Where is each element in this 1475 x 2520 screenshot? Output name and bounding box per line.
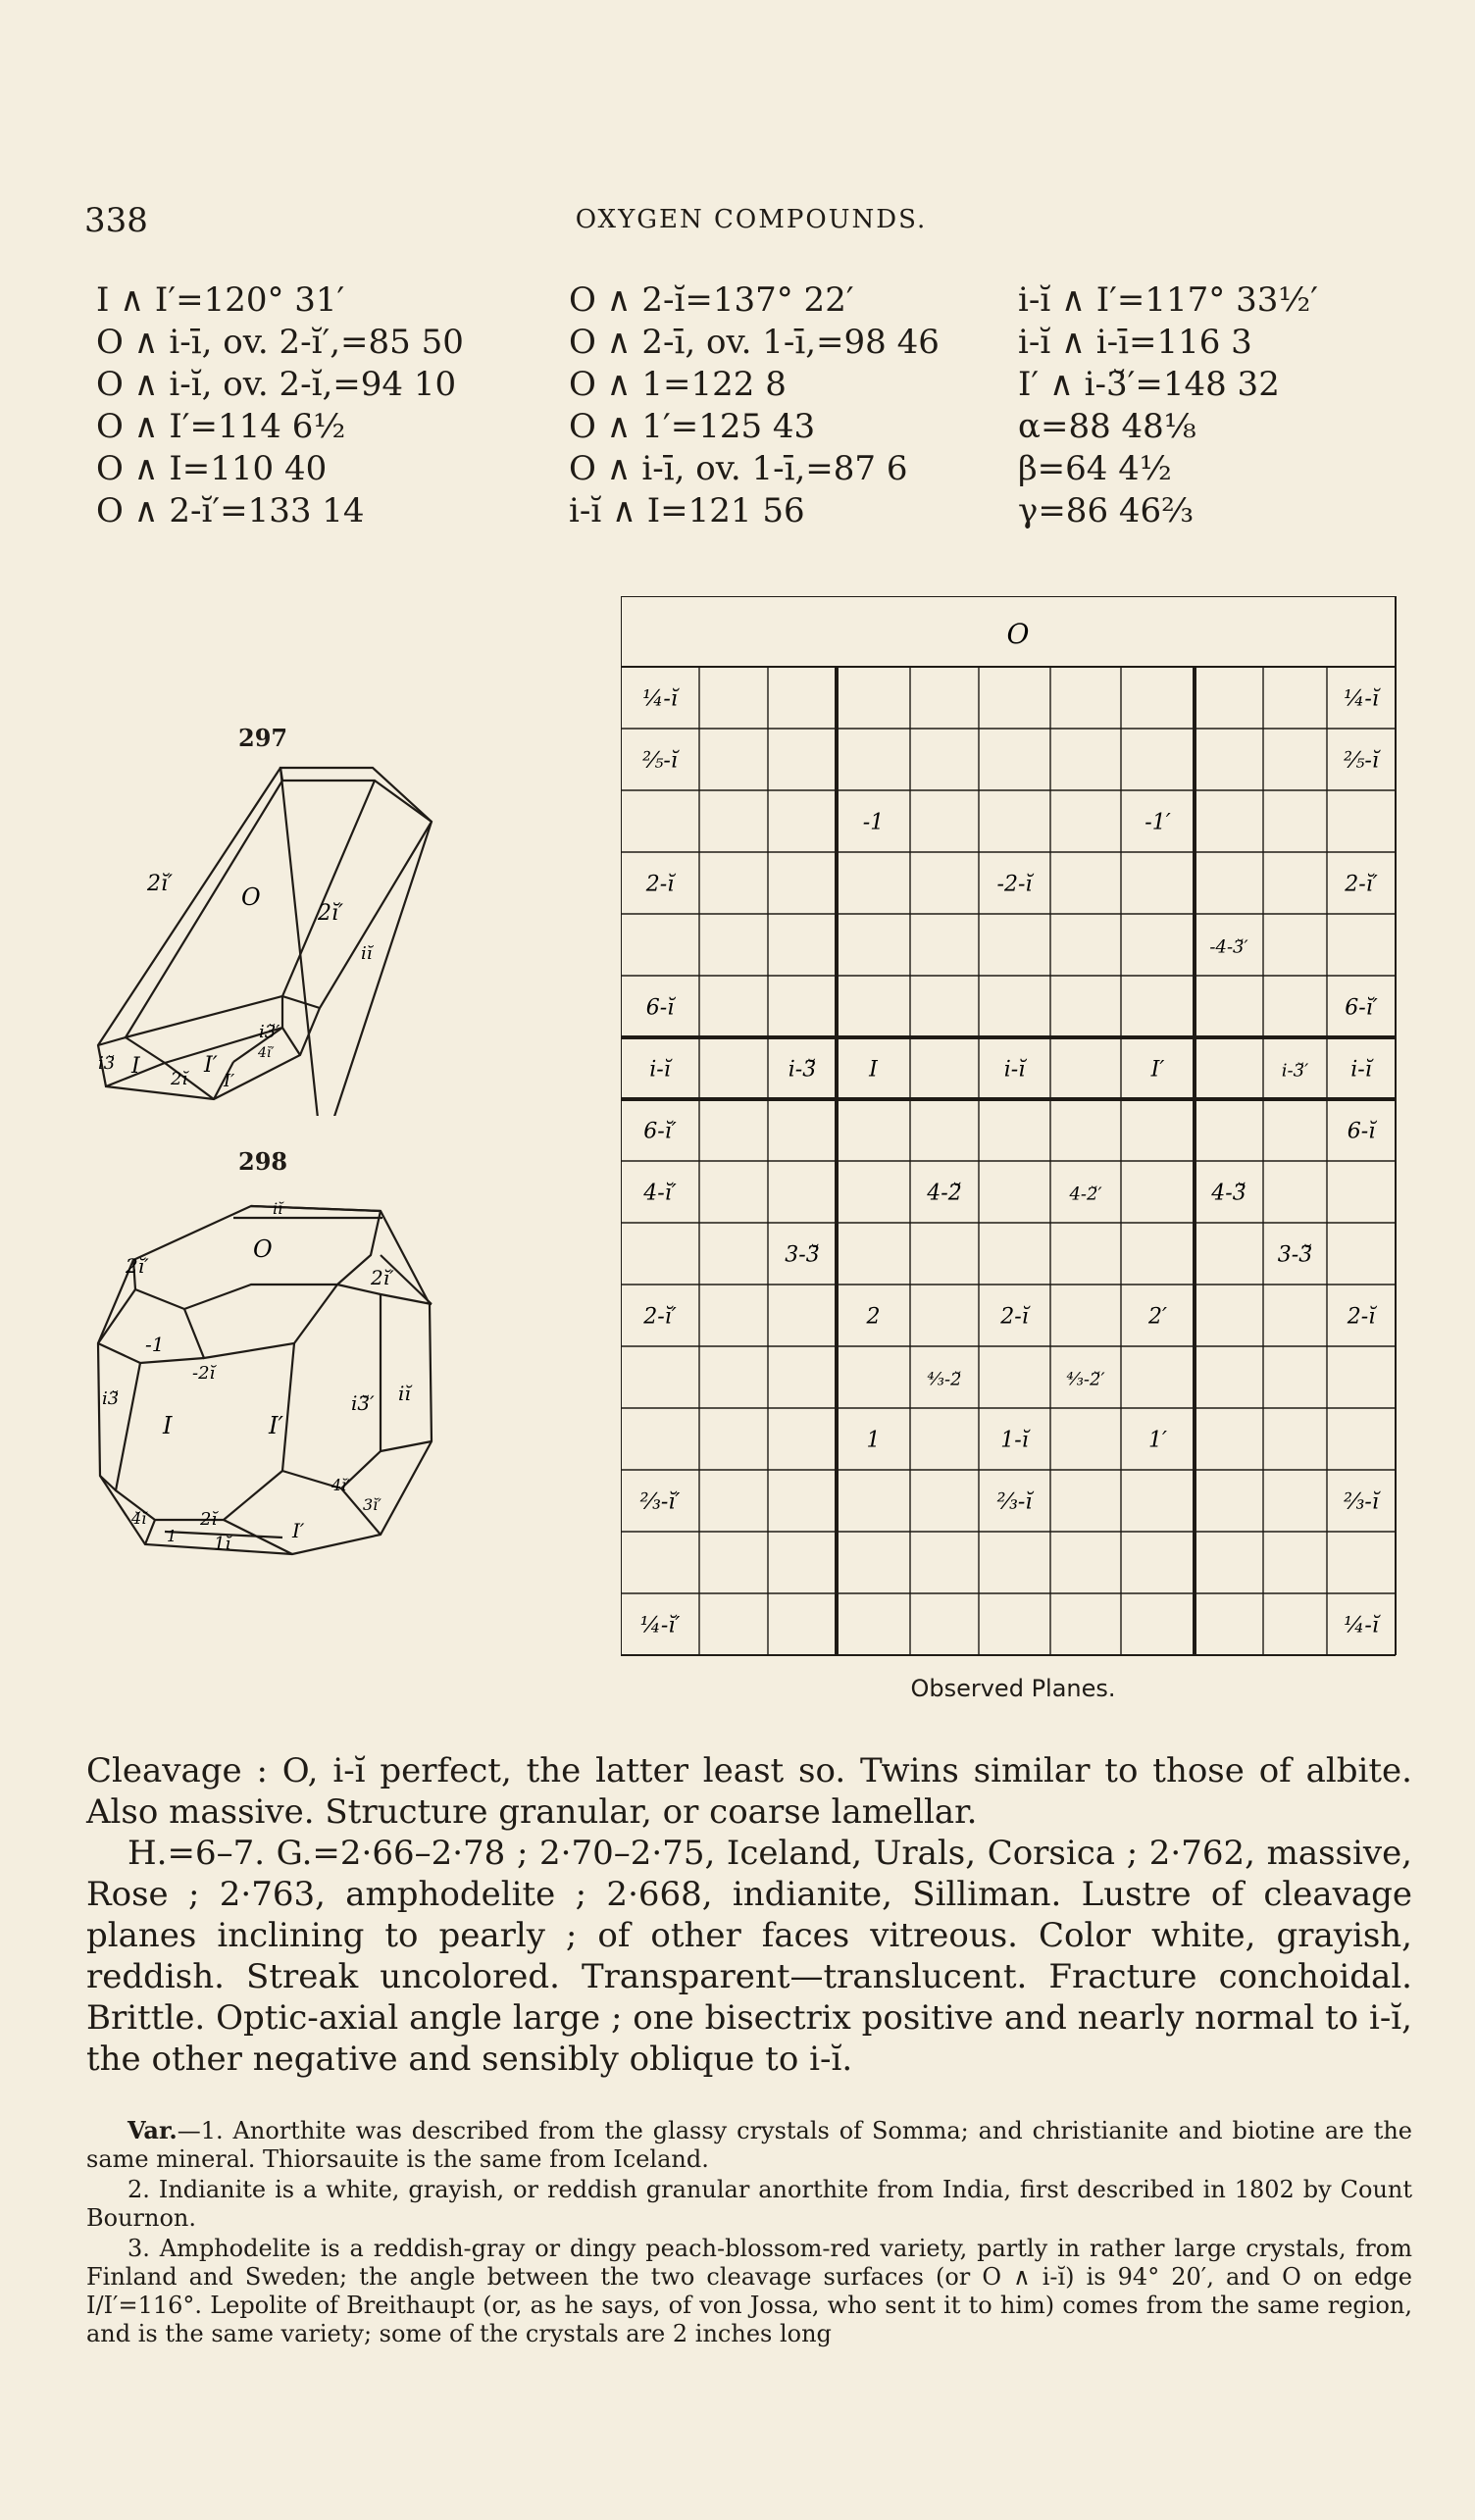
table-cell: 3-3̆ bbox=[785, 1242, 820, 1268]
variety-note: 3. Amphodelite is a reddish-gray or dingy peach-blossom-red variety, partly in rather large crystals, from Finland and Sweden; the angle between the two cleavage surfaces (or O ∧ i-ĭ) is 94° 20′, and O on edge I/I′=116°. Lepolite of Breithaupt (or, as he says, of von Jossa, who sent it to him) comes from the same region, and is the same variety; some of the crystals are 2 inches long bbox=[86, 2235, 1412, 2347]
figure-number: 297 bbox=[238, 724, 288, 752]
table-cell: 1′ bbox=[1148, 1428, 1167, 1453]
angle-line: O ∧ i-ī, ov. 1-ī,=87 6 bbox=[569, 449, 908, 488]
face-label: 4̆ĭ bbox=[131, 1509, 147, 1528]
face-label: i3̆ bbox=[98, 1053, 116, 1074]
properties-paragraph: H.=6–7. G.=2·66–2·78 ; 2·70–2·75, Iceland, Urals, Corsica ; 2·762, massive, Rose ; 2·763, amphodelite ; 2·668, indianite, Silliman. Lustre of cleavage planes inclining to pearly ; of other faces vitreous. Color white, grayish, reddish. Streak uncolored. Transparent—translucent. Fracture conchoidal. Brittle. Optic-axial angle large ; one bisectrix positive and nearly normal to i-ĭ, the other negative and sensibly oblique to i-ĭ. bbox=[86, 1834, 1412, 2079]
observed-planes-grid bbox=[621, 596, 1405, 1665]
table-cell: ⅔-ĭ′ bbox=[639, 1489, 681, 1515]
table-cell: 4-3̆ bbox=[1211, 1181, 1246, 1206]
face-label: 3ĭ′ bbox=[363, 1495, 381, 1514]
table-cell: i-ĭ bbox=[649, 1057, 671, 1083]
face-label: 2ĭ bbox=[200, 1509, 218, 1530]
angle-line: i-ĭ ∧ i-ī=116 3 bbox=[1018, 323, 1252, 362]
table-header: O bbox=[1006, 618, 1030, 650]
table-cell: 2-ĭ′ bbox=[643, 1304, 677, 1330]
varieties-notes bbox=[86, 2116, 1412, 2350]
table-cell: ⁴⁄₃-2̆ bbox=[927, 1369, 962, 1390]
variety-note-text: —1. Anorthite was described from the glassy crystals of Somma; and christianite and biotine are the same mineral. Thiorsauite is the same from Iceland. bbox=[86, 2117, 1412, 2173]
angle-line: β=64 4½ bbox=[1018, 449, 1172, 488]
crystal-diagram-298 bbox=[86, 1147, 439, 1579]
table-cell: 6-ĭ bbox=[1347, 1119, 1376, 1144]
face-label: i3̆′ bbox=[259, 1022, 280, 1042]
table-cell: ¼-ĭ′ bbox=[639, 1613, 681, 1638]
table-cell: ¼-ĭ bbox=[1344, 1613, 1379, 1638]
table-cell: 2-ĭ bbox=[1347, 1304, 1376, 1330]
angle-line: I′ ∧ i-3̆′=148 32 bbox=[1018, 365, 1280, 404]
face-label: i3̆′ bbox=[351, 1391, 375, 1415]
var-label: Var. bbox=[127, 2116, 178, 2144]
table-cell: -2-ĭ bbox=[996, 872, 1033, 897]
face-label: -2ĭ bbox=[192, 1363, 216, 1384]
figure-297 bbox=[86, 724, 439, 1116]
table-cell: 4-ĭ′ bbox=[643, 1181, 677, 1206]
table-cell: ¼-ĭ bbox=[642, 686, 678, 712]
table-cell: i-3̆ bbox=[788, 1057, 817, 1083]
angle-line: O ∧ I=110 40 bbox=[96, 449, 328, 488]
table-cell: 3-3̆ bbox=[1277, 1242, 1313, 1268]
table-cell: -4-3̆′ bbox=[1209, 936, 1248, 958]
table-cell: 2 bbox=[866, 1304, 881, 1330]
table-cell: -1′ bbox=[1144, 810, 1171, 835]
table-cell: 2′ bbox=[1148, 1304, 1167, 1330]
face-label: 2ĭ′ bbox=[126, 1254, 149, 1278]
face-label: 1 bbox=[167, 1527, 178, 1545]
table-cell: 6-ĭ′ bbox=[643, 1119, 677, 1144]
face-label: 2ĭ bbox=[171, 1069, 188, 1089]
figure-298 bbox=[86, 1147, 439, 1579]
face-label: O bbox=[241, 883, 261, 911]
face-label: I′ bbox=[269, 1412, 283, 1439]
table-caption: Observed Planes. bbox=[910, 1675, 1116, 1702]
face-label: 2ĭ′ bbox=[147, 872, 174, 896]
angle-line: i-ĭ ∧ I′=117° 33½′ bbox=[1018, 280, 1319, 320]
angle-column-2 bbox=[569, 279, 940, 532]
table-cell: 1 bbox=[866, 1428, 881, 1453]
table-cell: ⅖-ĭ bbox=[1344, 748, 1379, 774]
table-cell: 4-2̆′ bbox=[1069, 1184, 1102, 1205]
cleavage-paragraph: Cleavage : O, i-ĭ perfect, the latter least so. Twins similar to those of albite. Also massive. Structure granular, or coarse lamellar. bbox=[86, 1751, 1412, 1832]
table-cell: i-ĭ bbox=[1350, 1057, 1372, 1083]
page-number: 338 bbox=[84, 201, 148, 240]
angle-line: I ∧ I′=120° 31′ bbox=[96, 280, 345, 320]
table-cell: 2-ĭ bbox=[645, 872, 675, 897]
angle-column-1 bbox=[96, 279, 464, 532]
face-label: iĭ bbox=[273, 1199, 283, 1218]
table-cell: i-3̆′ bbox=[1281, 1060, 1309, 1082]
table-cell: ⅔-ĭ bbox=[1344, 1489, 1379, 1515]
angle-column-3 bbox=[1018, 279, 1318, 532]
table-cell: 2-ĭ bbox=[1000, 1304, 1029, 1330]
angle-line: O ∧ i-ī, ov. 2-ĭ′,=85 50 bbox=[96, 323, 464, 362]
face-label: iĭ bbox=[361, 943, 373, 964]
face-label: i3̆ bbox=[102, 1388, 120, 1409]
face-label: 4ĭ′ bbox=[258, 1045, 275, 1061]
table-cell: 6-ĭ′ bbox=[1345, 995, 1378, 1021]
face-label: 1ĭ bbox=[214, 1534, 231, 1554]
table-cell: I bbox=[869, 1057, 878, 1083]
face-label: I′ bbox=[224, 1071, 235, 1091]
angle-line: O ∧ 2-ĭ=137° 22′ bbox=[569, 280, 854, 320]
observed-planes-table bbox=[621, 596, 1405, 1665]
table-cell: I′ bbox=[1150, 1057, 1165, 1083]
angle-measurements bbox=[96, 279, 1371, 544]
face-label: 2ĭ′ bbox=[371, 1266, 394, 1289]
page-header bbox=[84, 201, 1418, 240]
table-cell: ¼-ĭ bbox=[1344, 686, 1379, 712]
face-label: O bbox=[253, 1235, 273, 1263]
table-cell: i-ĭ bbox=[1003, 1057, 1026, 1083]
angle-line: O ∧ 2-ĭ′=133 14 bbox=[96, 491, 365, 530]
mineral-description bbox=[86, 1750, 1412, 2080]
angle-line: γ=86 46⅔ bbox=[1018, 491, 1195, 530]
variety-note: 2. Indianite is a white, grayish, or reddish granular anorthite from India, first described in 1802 by Count Bournon. bbox=[86, 2176, 1412, 2232]
face-label: -1 bbox=[145, 1333, 165, 1356]
table-cell: ⅔-ĭ bbox=[996, 1489, 1033, 1515]
table-cell: ⁴⁄₃-2̆′ bbox=[1066, 1369, 1105, 1390]
table-cell: ⅖-ĭ bbox=[642, 748, 678, 774]
face-label: I′ bbox=[204, 1053, 218, 1078]
angle-line: i-ĭ ∧ I=121 56 bbox=[569, 491, 805, 530]
crystal-diagram-297 bbox=[86, 724, 439, 1116]
face-label: 4ĭ′ bbox=[331, 1476, 350, 1494]
angle-line: O ∧ i-ĭ, ov. 2-ĭ,=94 10 bbox=[96, 365, 457, 404]
angle-line: α=88 48⅛ bbox=[1018, 407, 1196, 446]
angle-line: O ∧ I′=114 6½ bbox=[96, 407, 346, 446]
table-cell: 2-ĭ′ bbox=[1345, 872, 1378, 897]
table-cell: -1 bbox=[862, 810, 885, 835]
table-cell: 1-ĭ bbox=[1000, 1428, 1029, 1453]
angle-line: O ∧ 2-ī, ov. 1-ī,=98 46 bbox=[569, 323, 940, 362]
face-label: I bbox=[163, 1412, 173, 1439]
face-label: I bbox=[131, 1054, 140, 1079]
table-cell: 6-ĭ bbox=[645, 995, 675, 1021]
variety-note bbox=[86, 2116, 1412, 2174]
face-label: 2ĭ′ bbox=[318, 901, 344, 926]
face-label: iĭ bbox=[398, 1382, 411, 1405]
running-head: OXYGEN COMPOUNDS. bbox=[575, 205, 928, 234]
table-cell: 4-2̆ bbox=[927, 1181, 962, 1206]
angle-line: O ∧ 1=122 8 bbox=[569, 365, 787, 404]
face-label: I′ bbox=[292, 1519, 305, 1542]
figure-number: 298 bbox=[238, 1147, 288, 1176]
angle-line: O ∧ 1′=125 43 bbox=[569, 407, 816, 446]
